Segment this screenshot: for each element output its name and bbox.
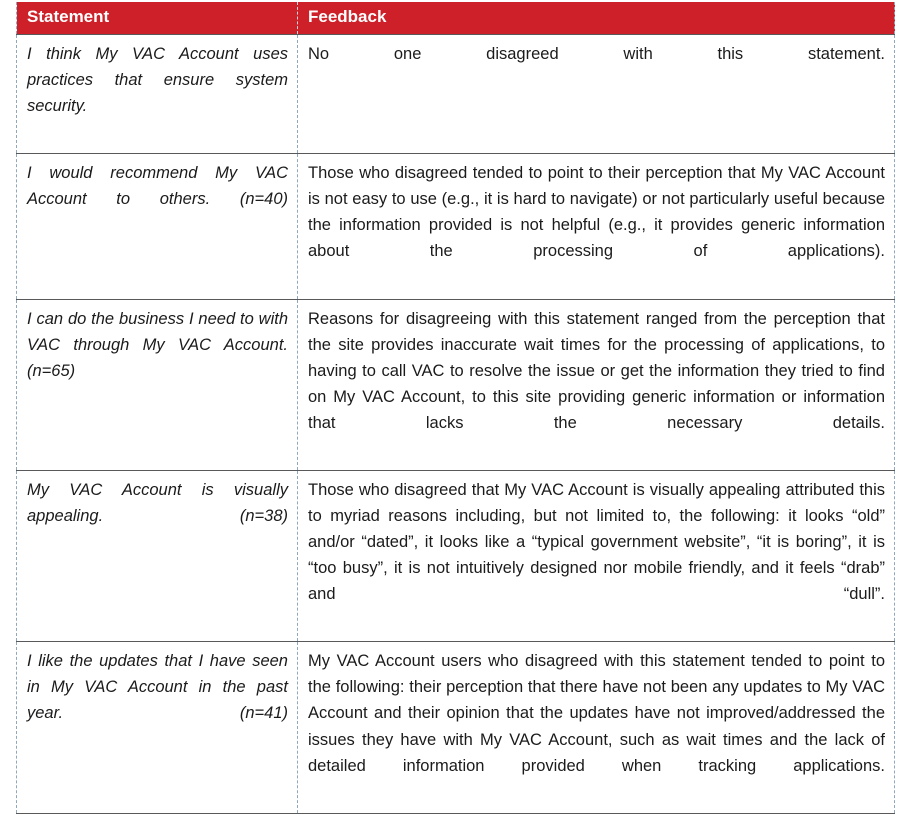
feedback-text: Those who disagreed that My VAC Account is visually appealing attributed this to myriad reasons including, but not limited to, the following: it looks “old” and/or “dated”, it looks like a “typical government website”, “it is boring”, it is “too busy”, it is not intuitively designed nor mobile friendly, and it feels “drab” and “dull”. xyxy=(308,480,885,604)
cell-feedback xyxy=(298,154,895,299)
feedback-text: Reasons for disagreeing with this statement ranged from the perception that the site provides inaccurate wait times for the processing of applications, to having to call VAC to resolve the issue or get the information they tried to find on My VAC Account, to this site providing generic information or information that lacks the necessary details. xyxy=(308,309,885,432)
table-row xyxy=(17,470,895,641)
cell-feedback xyxy=(298,299,895,470)
table-row xyxy=(17,299,895,470)
table-body xyxy=(17,35,895,814)
cell-feedback xyxy=(298,470,895,641)
table-row xyxy=(17,35,895,154)
table-row xyxy=(17,154,895,299)
feedback-table-container xyxy=(16,2,894,814)
statement-text: I would recommend My VAC Account to others. (n=40) xyxy=(27,164,288,209)
table-header-row xyxy=(17,2,895,35)
table-row xyxy=(17,642,895,813)
feedback-text: Those who disagreed tended to point to their perception that My VAC Account is not easy to use (e.g., it is hard to navigate) or not particularly useful because the information provided is not helpful (e.g., it provides generic information about the processing of applications). xyxy=(308,164,885,261)
column-header-feedback: Feedback xyxy=(298,2,895,35)
statement-text: My VAC Account is visually appealing. (n=38) xyxy=(27,480,288,525)
cell-statement xyxy=(17,35,298,154)
statement-text: I like the updates that I have seen in My VAC Account in the past year. (n=41) xyxy=(27,652,288,723)
cell-feedback xyxy=(298,642,895,813)
statement-text: I think My VAC Account uses practices that ensure system security. xyxy=(27,45,288,116)
cell-feedback xyxy=(298,35,895,154)
feedback-text: No one disagreed with this statement. xyxy=(308,45,885,63)
cell-statement xyxy=(17,642,298,813)
statement-feedback-table xyxy=(16,2,895,814)
cell-statement xyxy=(17,470,298,641)
feedback-text: My VAC Account users who disagreed with this statement tended to point to the following: their perception that there have not been any updates to My VAC Account and their opinion that the updates have not improved/addressed the issues they have with My VAC Account, such as wait times and the lack of detailed information provided when tracking applications. xyxy=(308,652,885,775)
cell-statement xyxy=(17,299,298,470)
statement-text: I can do the business I need to with VAC through My VAC Account. (n=65) xyxy=(27,309,288,380)
table-header xyxy=(17,2,895,35)
cell-statement xyxy=(17,154,298,299)
column-header-statement: Statement xyxy=(17,2,298,35)
